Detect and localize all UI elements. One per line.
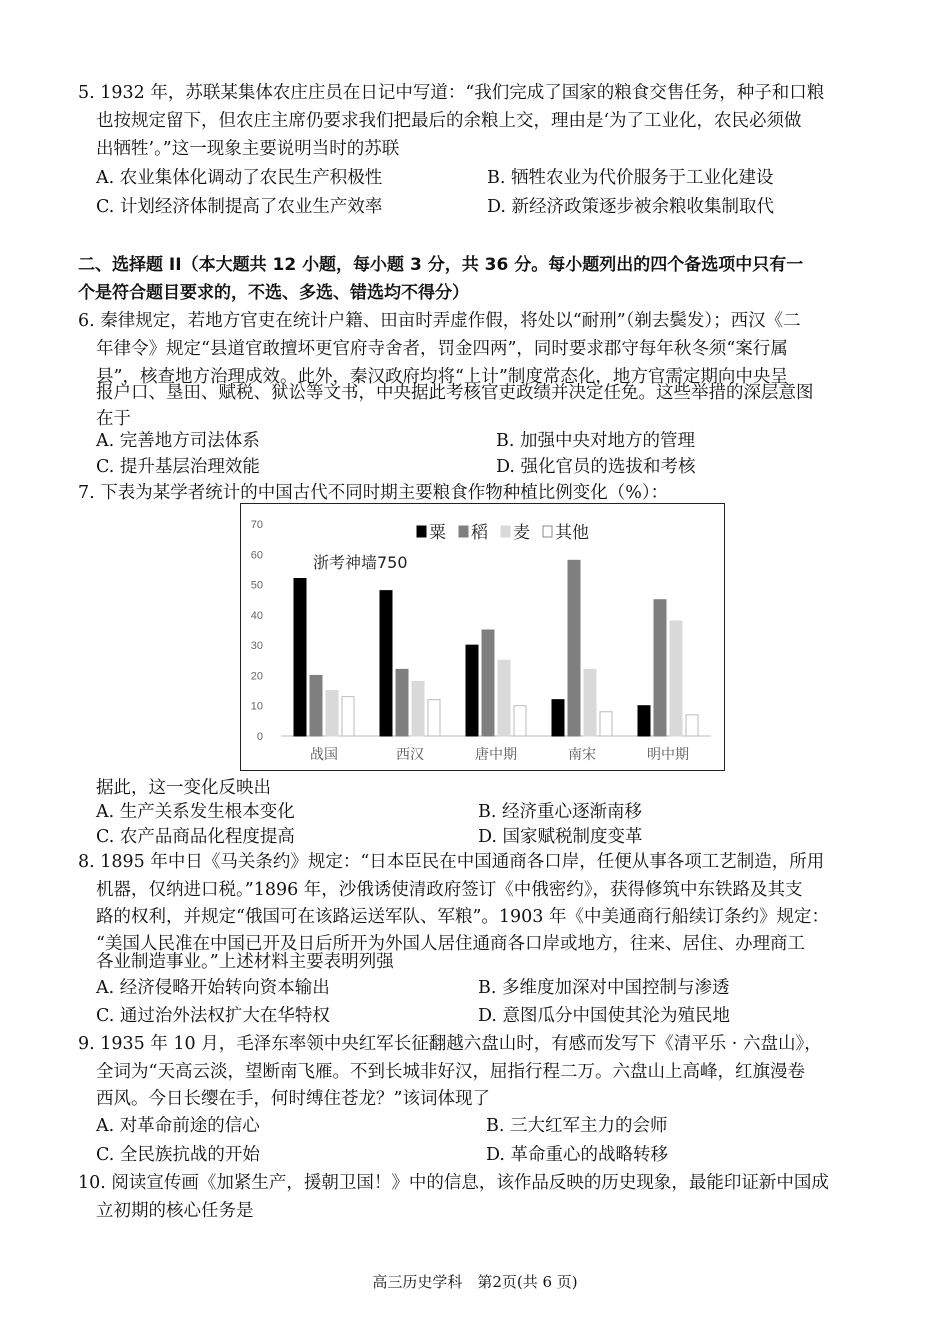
x-category-label: 南宋 bbox=[568, 747, 596, 763]
bar-其他-战国 bbox=[342, 697, 354, 736]
legend-swatch-其他 bbox=[543, 526, 552, 537]
y-tick-label: 50 bbox=[250, 579, 263, 592]
bar-粟-唐中期 bbox=[466, 645, 478, 736]
q9-stem-line-2: 全词为“天高云淡，望断南飞雁。不到长城非好汉，屈指行程二万。六盘山上高峰，红旗漫卷 bbox=[96, 1062, 805, 1082]
bar-稻-南宋 bbox=[568, 560, 580, 736]
section-heading-line-2: 个是符合题目要求的，不选、多选、错选均不得分） bbox=[78, 283, 469, 303]
q8-option-c: C. 通过治外法权扩大在华特权 bbox=[96, 1006, 330, 1026]
bar-粟-西汉 bbox=[380, 591, 392, 736]
bar-稻-明中期 bbox=[654, 600, 666, 736]
y-tick-label: 30 bbox=[250, 640, 263, 653]
x-category-label: 唐中期 bbox=[475, 747, 517, 763]
q7-after-chart: 据此，这一变化反映出 bbox=[96, 778, 271, 798]
q5-stem-line-3: 出牺牲’。”这一现象主要说明当时的苏联 bbox=[96, 139, 400, 159]
q6-option-a: A. 完善地方司法体系 bbox=[96, 431, 260, 451]
legend-label: 稻 bbox=[471, 523, 488, 543]
q6-option-b: B. 加强中央对地方的管理 bbox=[496, 431, 695, 451]
q7-option-d: D. 国家赋税制度变革 bbox=[478, 827, 643, 847]
q10-stem-line-2: 立初期的核心任务是 bbox=[96, 1201, 254, 1221]
q7-option-b: B. 经济重心逐渐南移 bbox=[478, 802, 642, 822]
q8-option-d: D. 意图瓜分中国使其沦为殖民地 bbox=[478, 1006, 731, 1026]
q9-option-b: B. 三大红军主力的会师 bbox=[486, 1116, 668, 1136]
q6-stem-line-5: 在于 bbox=[96, 409, 131, 429]
q6-stem-line-4: 报户口、垦田、赋税、狱讼等文书，中央据此考核官吏政绩并决定任免。这些举措的深层意图 bbox=[96, 383, 814, 403]
q9-option-c: C. 全民族抗战的开始 bbox=[96, 1145, 260, 1165]
q5-option-c: C. 计划经济体制提高了农业生产效率 bbox=[96, 197, 383, 217]
legend-swatch-粟 bbox=[417, 526, 426, 537]
q8-option-b: B. 多维度加深对中国控制与渗透 bbox=[478, 978, 730, 998]
x-category-label: 战国 bbox=[310, 747, 338, 763]
q7-option-c: C. 农产品商品化程度提高 bbox=[96, 827, 295, 847]
legend-label: 麦 bbox=[513, 523, 530, 543]
bar-麦-明中期 bbox=[670, 621, 682, 736]
y-tick-label: 40 bbox=[250, 609, 263, 622]
q8-option-a: A. 经济侵略开始转向资本输出 bbox=[96, 978, 330, 998]
x-category-label: 西汉 bbox=[396, 747, 424, 763]
crop-ratio-chart bbox=[240, 503, 725, 771]
q6-stem-line-1: 6. 秦律规定，若地方官吏在统计户籍、田亩时弄虚作假，将处以“耐刑”（剃去鬓发）；西汉《二 bbox=[78, 311, 801, 331]
q5-stem-line-2: 也按规定留下，但农庄主席仍要求我们把最后的余粮上交，理由是‘为了工业化，农民必须做 bbox=[96, 111, 802, 131]
bar-麦-战国 bbox=[326, 691, 338, 736]
q9-option-a: A. 对革命前途的信心 bbox=[96, 1116, 260, 1136]
legend-swatch-麦 bbox=[501, 526, 510, 537]
y-tick-label: 60 bbox=[250, 549, 263, 562]
q8-stem-line-3: 路的权利，并规定“俄国可在该路运送军队、军粮”。1903 年《中美通商行船续订条约》规定： bbox=[96, 907, 829, 927]
legend-swatch-稻 bbox=[459, 526, 468, 537]
chart-canvas bbox=[241, 504, 726, 772]
bar-麦-唐中期 bbox=[498, 660, 510, 736]
bar-麦-西汉 bbox=[412, 681, 424, 736]
bar-稻-唐中期 bbox=[482, 630, 494, 736]
q5-stem-line-1: 5. 1932 年，苏联某集体农庄庄员在日记中写道：“我们完成了国家的粮食交售任务，种子和口粮 bbox=[78, 83, 825, 103]
q8-stem-line-1: 8. 1895 年中日《马关条约》规定：“日本臣民在中国通商各口岸，任便从事各项工艺制造，所用 bbox=[78, 852, 825, 872]
section-heading-line-1: 二、选择题 II（本大题共 12 小题，每小题 3 分，共 36 分。每小题列出的四个备选项中只有一 bbox=[78, 255, 804, 275]
q6-stem-line-3: 县”，核查地方治理成效。此外，秦汉政府均将“上计”制度常态化，地方官需定期向中央呈 bbox=[96, 367, 788, 387]
bar-粟-南宋 bbox=[552, 700, 564, 736]
q7-stem: 7. 下表为某学者统计的中国古代不同时期主要粮食作物种植比例变化（%）： bbox=[78, 483, 669, 503]
q6-stem-line-2: 年律令》规定“县道官敢擅坏更官府寺舍者，罚金四两”，同时要求郡守每年秋冬须“案行属 bbox=[96, 339, 788, 359]
bar-其他-西汉 bbox=[428, 700, 440, 736]
bar-麦-南宋 bbox=[584, 669, 596, 736]
q9-stem-line-1: 9. 1935 年 10 月，毛泽东率领中央红军长征翻越六盘山时，有感而发写下《清平乐 · 六盘山》， bbox=[78, 1034, 822, 1054]
y-tick-label: 20 bbox=[250, 670, 263, 683]
q5-option-d: D. 新经济政策逐步被余粮收集制取代 bbox=[487, 197, 775, 217]
bar-稻-战国 bbox=[310, 675, 322, 736]
y-tick-label: 70 bbox=[250, 519, 263, 531]
q6-option-c: C. 提升基层治理效能 bbox=[96, 457, 260, 477]
q9-stem-line-3: 西风。今日长缨在手，何时缚住苍龙？”该词体现了 bbox=[96, 1089, 490, 1109]
y-tick-label: 10 bbox=[250, 700, 263, 713]
q9-option-d: D. 革命重心的战略转移 bbox=[486, 1145, 669, 1165]
q7-option-a: A. 生产关系发生根本变化 bbox=[96, 802, 295, 822]
q8-stem-line-5: 各业制造事业。”上述材料主要表明列强 bbox=[96, 952, 394, 972]
chart-annotation: 浙考神墙750 bbox=[313, 553, 408, 572]
bar-其他-唐中期 bbox=[514, 706, 526, 736]
y-tick-label: 0 bbox=[256, 731, 263, 743]
legend-label: 其他 bbox=[555, 523, 589, 543]
x-category-label: 明中期 bbox=[647, 747, 689, 763]
q10-stem-line-1: 10. 阅读宣传画《加紧生产，援朝卫国！》中的信息，该作品反映的历史现象，最能印证新中国成 bbox=[78, 1173, 829, 1193]
q5-option-a: A. 农业集体化调动了农民生产积极性 bbox=[96, 168, 383, 188]
legend-label: 粟 bbox=[429, 523, 446, 543]
bar-其他-明中期 bbox=[686, 715, 698, 736]
q8-stem-line-2: 机器，仅纳进口税。”1896 年，沙俄诱使清政府签订《中俄密约》，获得修筑中东铁路及其支 bbox=[96, 880, 803, 900]
bar-稻-西汉 bbox=[396, 669, 408, 736]
q8-stem-line-4: “美国人民准在中国已开及日后所开为外国人居住通商各口岸或地方，往来、居住、办理商工 bbox=[96, 934, 805, 954]
q5-option-b: B. 牺牲农业为代价服务于工业化建设 bbox=[487, 168, 774, 188]
bar-其他-南宋 bbox=[600, 712, 612, 736]
page-footer: 高三历史学科 第2页(共 6 页) bbox=[372, 1273, 578, 1291]
q6-option-d: D. 强化官员的选拔和考核 bbox=[496, 457, 696, 477]
bar-粟-明中期 bbox=[638, 706, 650, 736]
bar-粟-战国 bbox=[294, 579, 306, 736]
